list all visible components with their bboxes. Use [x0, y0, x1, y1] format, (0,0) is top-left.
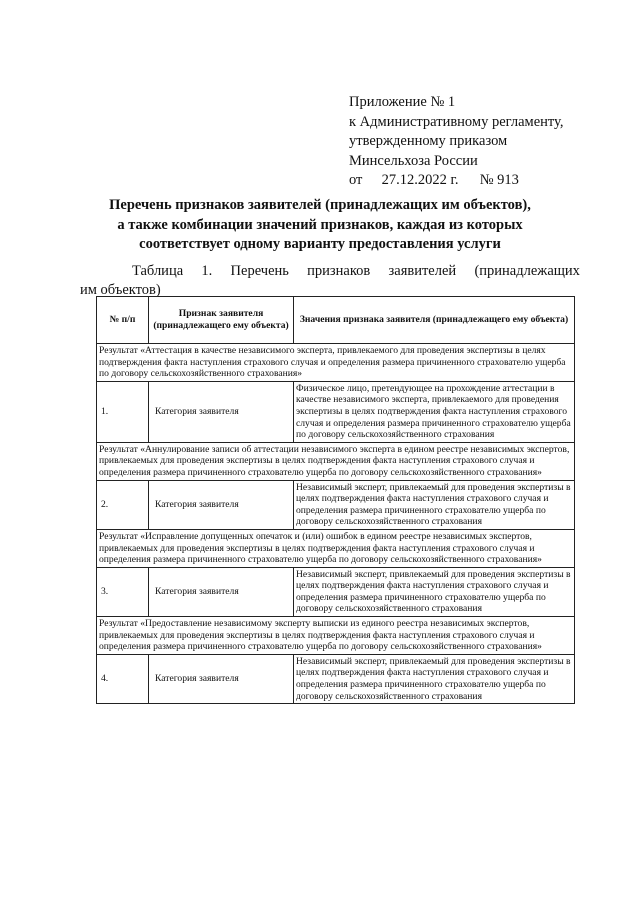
caption-word: Таблица — [132, 263, 184, 279]
header-sign: Признак заявителя (принадлежащего ему объекта) — [149, 297, 294, 344]
result-row — [97, 617, 575, 655]
title-line-2: а также комбинации значений признаков, каждая из которых — [117, 216, 523, 233]
row-number: 1. — [97, 381, 149, 442]
date-prefix: от — [349, 172, 363, 188]
appendix-line-4: Минсельхоза России — [349, 152, 478, 169]
table-row — [97, 381, 575, 442]
row-category: Категория заявителя — [149, 567, 294, 616]
header-value: Значения признака заявителя (принадлежащего ему объекта) — [294, 297, 575, 344]
table-row — [97, 567, 575, 616]
appendix-line-1: Приложение № 1 — [349, 94, 456, 110]
row-category: Категория заявителя — [149, 654, 294, 703]
row-value: Независимый эксперт, привлекаемый для проведения экспертизы в целях подтверждения факта наступления страхового случая и определения размера причиненного страхователю ущерба по договору сельскохозяйственного страхования — [294, 480, 575, 529]
row-number: 3. — [97, 567, 149, 616]
table-row — [97, 654, 575, 703]
caption-line-1 — [96, 262, 580, 281]
row-number: 4. — [97, 654, 149, 703]
title-line-1: Перечень признаков заявителей (принадлежащих им объектов), — [109, 197, 531, 213]
result-row — [97, 344, 575, 382]
row-value: Физическое лицо, претендующее на прохождение аттестации в качестве независимого эксперта, привлекаемого для проведения экспертизы в целях подтверждения факта наступления страхового случая и определения размера причиненного страхователю ущерба по договору сельскохозяйственного страхования — [294, 381, 575, 442]
header-num: № п/п — [97, 297, 149, 344]
row-category: Категория заявителя — [149, 480, 294, 529]
caption-word: (принадлежащих — [474, 263, 580, 279]
result-row — [97, 442, 575, 480]
caption-word: заявителей — [388, 263, 457, 279]
table-header-row — [97, 297, 575, 344]
order-date: 27.12.2022 г. — [381, 172, 459, 188]
appendix-date-line — [349, 171, 589, 191]
result-text: Результат «Аттестация в качестве независимого эксперта, привлекаемого для проведения экспертизы в целях подтверждения факта наступления страхового случая и определения размера причиненного страхователю ущерба по договору сельскохозяйственного страхования» — [97, 344, 575, 382]
caption-word: признаков — [307, 263, 371, 279]
table-row — [97, 480, 575, 529]
document-title — [60, 196, 580, 255]
result-text: Результат «Исправление допущенных опечаток и (или) ошибок в едином реестре независимых экспертов, привлекаемых для проведения экспертизы в целях подтверждения факта наступления страхового случая и определения размера причиненного страхователю ущерба по договору сельскохозяйственного страхования» — [97, 529, 575, 567]
appendix-header — [349, 93, 589, 191]
row-value: Независимый эксперт, привлекаемый для проведения экспертизы в целях подтверждения факта наступления страхового случая и определения размера причиненного страхователю ущерба по договору сельскохозяйственного страхования — [294, 654, 575, 703]
row-category: Категория заявителя — [149, 381, 294, 442]
row-number: 2. — [97, 480, 149, 529]
criteria-table — [96, 296, 575, 704]
appendix-line-2: к Административному регламенту, — [349, 113, 564, 130]
appendix-line-3: утвержденному приказом — [349, 133, 508, 149]
result-text: Результат «Предоставление независимому эксперту выписки из единого реестра независимых экспертов, привлекаемых для проведения экспертизы в целях подтверждения факта наступления страхового случая и определения размера причиненного страхователю ущерба по договору сельскохозяйственного страхования» — [97, 617, 575, 655]
order-number: № 913 — [479, 172, 519, 188]
table-caption — [80, 262, 580, 300]
caption-line-2: им объектов) — [80, 282, 161, 298]
caption-word: Перечень — [230, 263, 289, 279]
result-text: Результат «Аннулирование записи об аттестации независимого эксперта в едином реестре независимых экспертов, привлекаемых для проведения экспертизы в целях подтверждения факта наступления страхового случая и определения размера причиненного страхователю ущерба по договору сельскохозяйственного страхования» — [97, 442, 575, 480]
title-line-3: соответствует одному варианту предоставления услуги — [139, 236, 501, 252]
row-value: Независимый эксперт, привлекаемый для проведения экспертизы в целях подтверждения факта наступления страхового случая и определения размера причиненного страхователю ущерба по договору сельскохозяйственного страхования — [294, 567, 575, 616]
caption-word: 1. — [201, 263, 213, 279]
result-row — [97, 529, 575, 567]
